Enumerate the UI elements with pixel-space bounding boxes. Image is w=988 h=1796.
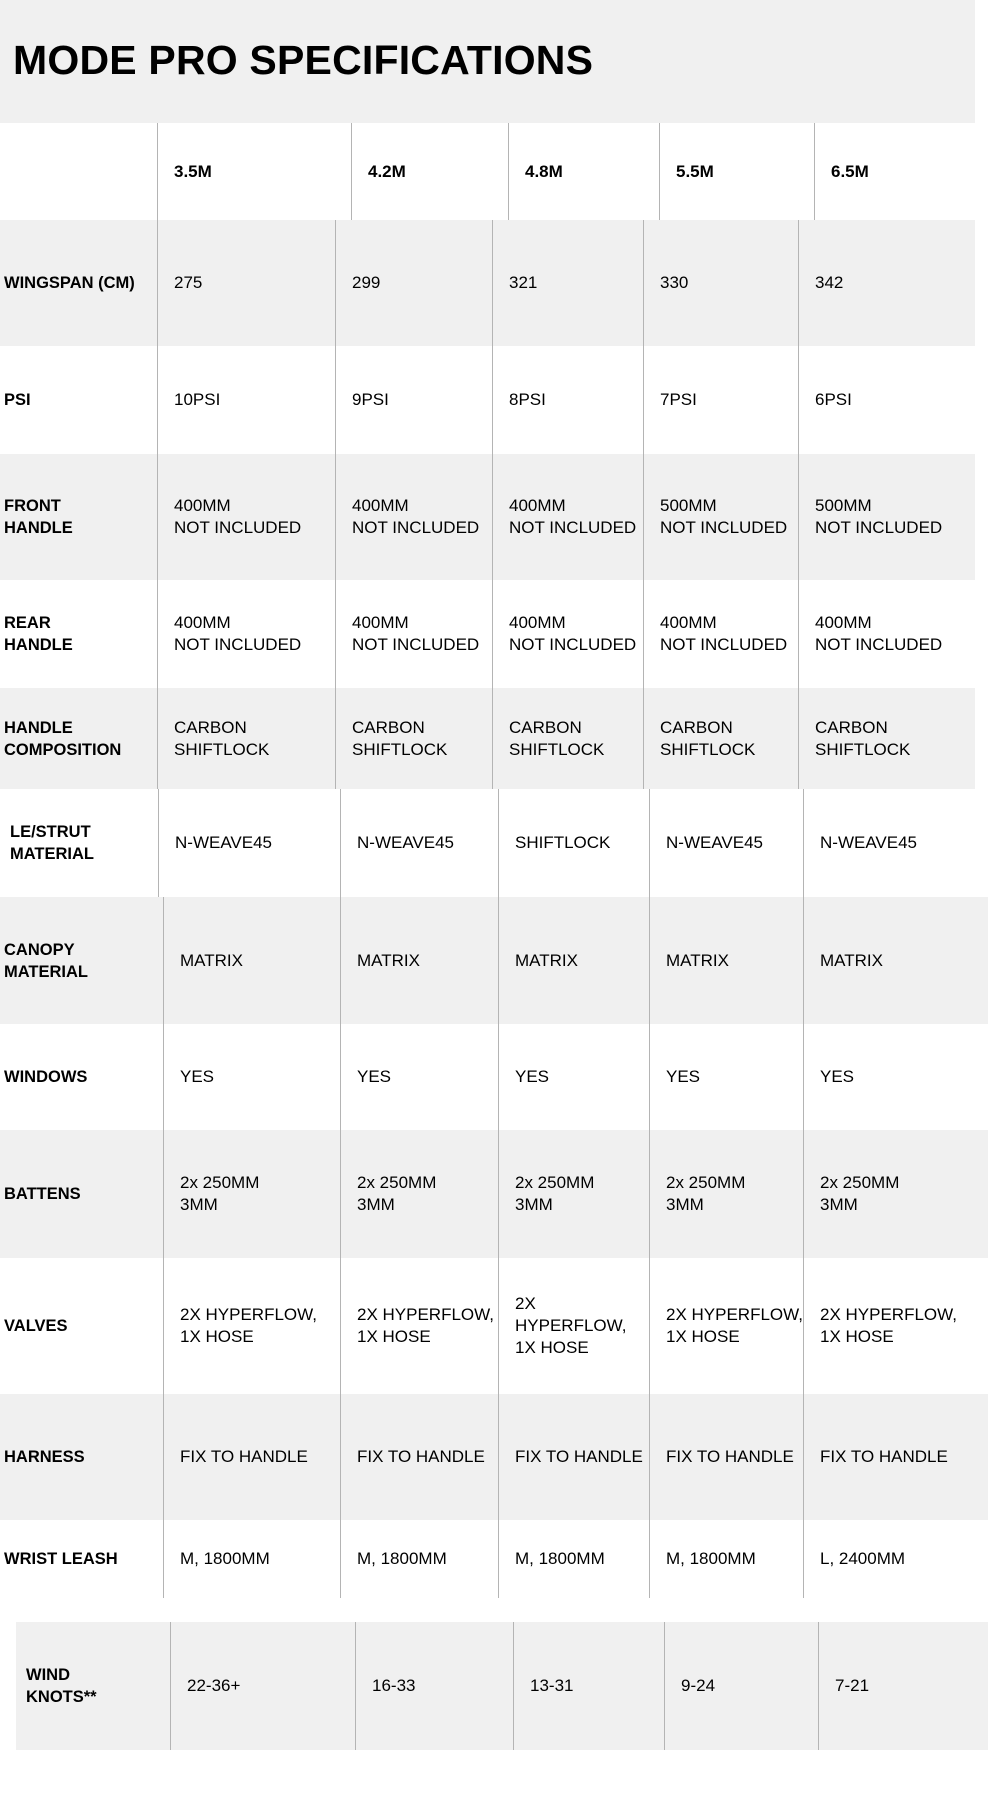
spec-value: 400MM NOT INCLUDED xyxy=(492,580,643,688)
spec-value: 9-24 xyxy=(664,1622,818,1750)
spec-value: MATRIX xyxy=(498,897,649,1024)
spec-value: CARBON SHIFTLOCK xyxy=(643,688,798,789)
spec-value: YES xyxy=(163,1024,340,1130)
spec-row-front-handle xyxy=(0,454,975,580)
spec-value: 342 xyxy=(798,220,975,346)
size-header: 4.8M xyxy=(508,123,659,220)
spec-value: FIX TO HANDLE xyxy=(163,1394,340,1520)
spec-value: N-WEAVE45 xyxy=(158,789,340,897)
spec-value: 16-33 xyxy=(355,1622,513,1750)
spec-value: 275 xyxy=(157,220,335,346)
spec-value: L, 2400MM xyxy=(803,1520,988,1598)
spec-value: M, 1800MM xyxy=(498,1520,649,1598)
spec-label: WIND KNOTS** xyxy=(26,1666,97,1706)
spec-label: HARNESS xyxy=(4,1448,85,1466)
spec-value: FIX TO HANDLE xyxy=(340,1394,498,1520)
spec-value: 500MM NOT INCLUDED xyxy=(798,454,975,580)
spec-value: 2x 250MM 3MM xyxy=(340,1130,498,1258)
spec-value: YES xyxy=(649,1024,803,1130)
spec-value: FIX TO HANDLE xyxy=(498,1394,649,1520)
spec-value: MATRIX xyxy=(803,897,988,1024)
spec-value: SHIFTLOCK xyxy=(498,789,649,897)
size-header: 3.5M xyxy=(157,123,351,220)
spec-label: CANOPY MATERIAL xyxy=(4,940,89,981)
spec-label: WINGSPAN (CM) xyxy=(4,274,135,292)
spec-row-psi xyxy=(0,346,975,454)
spec-value: 10PSI xyxy=(157,346,335,454)
spec-value: MATRIX xyxy=(340,897,498,1024)
spec-value: 8PSI xyxy=(492,346,643,454)
spec-value: FIX TO HANDLE xyxy=(803,1394,988,1520)
spec-value: 2x 250MM 3MM xyxy=(163,1130,340,1258)
size-header: 5.5M xyxy=(659,123,814,220)
spec-value: 7-21 xyxy=(818,1622,988,1750)
spec-value: 9PSI xyxy=(335,346,492,454)
spec-value: 400MM NOT INCLUDED xyxy=(335,580,492,688)
spec-value: 321 xyxy=(492,220,643,346)
spec-value: 2X HYPERFLOW, 1X HOSE xyxy=(340,1258,498,1394)
spec-value: CARBON SHIFTLOCK xyxy=(335,688,492,789)
spec-value: MATRIX xyxy=(649,897,803,1024)
spec-value: YES xyxy=(803,1024,988,1130)
spec-value: YES xyxy=(340,1024,498,1130)
title-band xyxy=(0,0,975,123)
spec-row-harness xyxy=(0,1394,988,1520)
spec-value: N-WEAVE45 xyxy=(803,789,988,897)
spec-label: PSI xyxy=(4,391,31,409)
spec-row-battens xyxy=(0,1130,988,1258)
spec-value: CARBON SHIFTLOCK xyxy=(492,688,643,789)
spec-label: REAR HANDLE xyxy=(4,614,73,654)
size-header: 6.5M xyxy=(814,123,975,220)
header-corner-cell xyxy=(0,123,157,220)
spec-row-wrist-leash xyxy=(0,1520,988,1598)
spec-label: LE/STRUT MATERIAL xyxy=(10,823,95,863)
spec-row-canopy-material xyxy=(0,897,988,1024)
spec-value: 2x 250MM 3MM xyxy=(498,1130,649,1258)
spec-value: M, 1800MM xyxy=(340,1520,498,1598)
spec-value: 7PSI xyxy=(643,346,798,454)
spec-row-handle-composition xyxy=(0,688,975,789)
spec-value: 400MM NOT INCLUDED xyxy=(335,454,492,580)
spec-value: M, 1800MM xyxy=(649,1520,803,1598)
size-header: 4.2M xyxy=(351,123,508,220)
spec-value: N-WEAVE45 xyxy=(340,789,498,897)
spec-value: 2X HYPERFLOW, 1X HOSE xyxy=(803,1258,988,1394)
spec-value: 330 xyxy=(643,220,798,346)
spec-value: N-WEAVE45 xyxy=(649,789,803,897)
spec-value: 400MM NOT INCLUDED xyxy=(157,454,335,580)
spec-value: 400MM NOT INCLUDED xyxy=(643,580,798,688)
spec-row-rear-handle xyxy=(0,580,975,688)
spec-label: WINDOWS xyxy=(4,1068,88,1086)
spec-label: WRIST LEASH xyxy=(4,1550,118,1568)
spec-value: 400MM NOT INCLUDED xyxy=(798,580,975,688)
spec-value: 6PSI xyxy=(798,346,975,454)
spec-value: YES xyxy=(498,1024,649,1130)
page-title: MODE PRO SPECIFICATIONS xyxy=(13,37,594,83)
spec-row-wind-knots xyxy=(16,1622,988,1750)
spec-row-wingspan-cm xyxy=(0,220,975,346)
spec-value: 2X HYPERFLOW, 1X HOSE xyxy=(163,1258,340,1394)
spec-value: M, 1800MM xyxy=(163,1520,340,1598)
spec-value: 400MM NOT INCLUDED xyxy=(157,580,335,688)
spec-value: 2X HYPERFLOW, 1X HOSE xyxy=(649,1258,803,1394)
size-header-row xyxy=(0,123,975,220)
spec-row-le-strut-material xyxy=(5,789,988,897)
spec-row-windows xyxy=(0,1024,988,1130)
spec-value: CARBON SHIFTLOCK xyxy=(157,688,335,789)
spec-value: FIX TO HANDLE xyxy=(649,1394,803,1520)
spec-value: MATRIX xyxy=(163,897,340,1024)
spec-label: VALVES xyxy=(4,1317,68,1335)
spec-value: 500MM NOT INCLUDED xyxy=(643,454,798,580)
spec-label: BATTENS xyxy=(4,1185,81,1203)
spec-row-valves xyxy=(0,1258,988,1394)
spec-value: 2x 250MM 3MM xyxy=(649,1130,803,1258)
spec-value: 2X HYPERFLOW, 1X HOSE xyxy=(498,1258,649,1394)
spec-label: HANDLE COMPOSITION xyxy=(4,718,122,759)
spec-value: 13-31 xyxy=(513,1622,664,1750)
spec-value: 400MM NOT INCLUDED xyxy=(492,454,643,580)
spec-value: 299 xyxy=(335,220,492,346)
spec-value: CARBON SHIFTLOCK xyxy=(798,688,975,789)
spec-value: 22-36+ xyxy=(170,1622,355,1750)
spec-label: FRONT HANDLE xyxy=(4,497,73,537)
spec-value: 2x 250MM 3MM xyxy=(803,1130,988,1258)
